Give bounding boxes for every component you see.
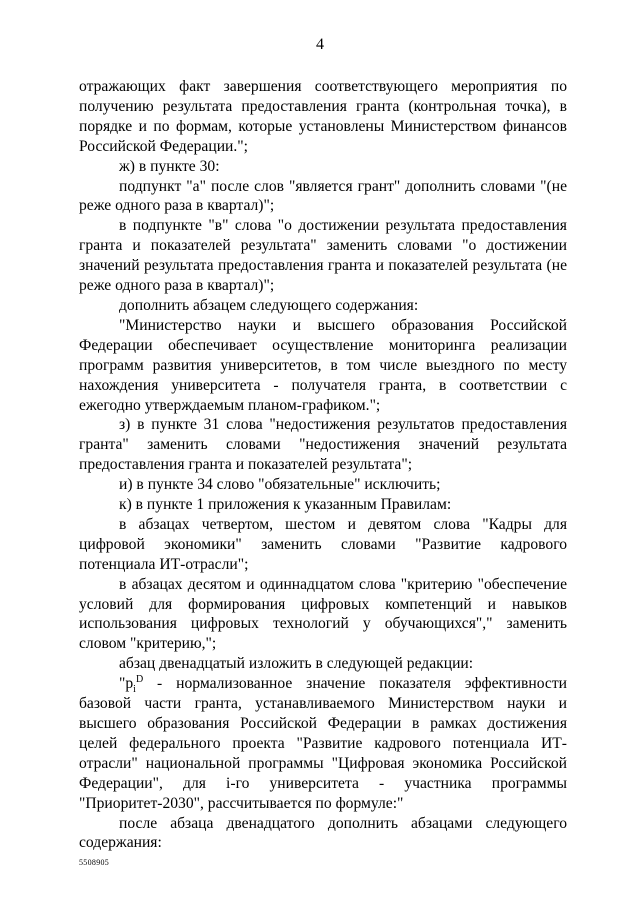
formula-symbol-subscript: i bbox=[133, 684, 136, 696]
paragraph-continuation: отражающих факт завершения соответствующего мероприятия по получению результата предоставления гранта (контрольная точка), в порядке и по формам, которые установлены Министерством финансов Российской Федерации."; bbox=[79, 78, 567, 155]
paragraph-abzac-12-heading: абзац двенадцатый изложить в следующей редакции: bbox=[119, 655, 474, 673]
formula-symbol-base: p bbox=[125, 675, 134, 693]
paragraph-item-k: к) в пункте 1 приложения к указанным Правилам: bbox=[119, 496, 452, 514]
formula-symbol bbox=[125, 674, 144, 696]
paragraph-abzac-4-6-9: в абзацах четвертом, шестом и девятом слова "Кадры для цифровой экономики" заменить словами "Развитие кадрового потенциала ИТ-отрасли"; bbox=[79, 515, 567, 573]
paragraph-item-i: и) в пункте 34 слово "обязательные" исключить; bbox=[119, 476, 441, 494]
paragraph-formula-definition bbox=[79, 674, 567, 813]
paragraph-item-z: з) в пункте 31 слова "недостижения результатов предоставления гранта" заменить словами "недостижения значений результата предоставления гранта и показателей результата"; bbox=[79, 416, 567, 474]
open-quote: " bbox=[119, 675, 126, 693]
paragraph-ministry-monitoring: "Министерство науки и высшего образования Российской Федерации обеспечивает осуществление мониторинга реализации программ развития университетов, в том числе выездного по месту нахождения университета - получателя гранта, в соответствии с ежегодно утверждаемым планом-графиком."; bbox=[79, 316, 567, 414]
footer-document-code: 5508905 bbox=[79, 858, 110, 867]
document-body bbox=[79, 77, 567, 853]
paragraph-subitem-a: подпункт "а" после слов "является грант" дополнить словами "(не реже одного раза в квартал)"; bbox=[79, 177, 567, 215]
paragraph-subitem-v: в подпункте "в" слова "о достижении результата предоставления гранта и показателей результата" заменить словами "о достижении значений результата предоставления гранта и показателей результата (не реже одного раза в квартал)"; bbox=[79, 217, 567, 295]
formula-symbol-superscript: D bbox=[135, 674, 144, 685]
formula-definition-text: - нормализованное значение показателя эффективности базовой части гранта, устанавливаемого Министерством науки и высшего образования Российской Федерации в рамках достижения целей федерального проекта "Развитие кадрового потенциала ИТ-отрасли" национальной программы "Цифровая экономика Российской Федерации", для i-го университета - участника программы "Приоритет-2030", рассчитывается по формуле:" bbox=[79, 675, 567, 812]
paragraph-item-zh: ж) в пункте 30: bbox=[119, 157, 220, 175]
paragraph-add-abzac: дополнить абзацем следующего содержания: bbox=[119, 296, 419, 314]
page-number: 4 bbox=[316, 36, 324, 53]
paragraph-final: после абзаца двенадцатого дополнить абзацами следующего содержания: bbox=[79, 814, 567, 852]
paragraph-abzac-10-11: в абзацах десятом и одиннадцатом слова "критерию "обеспечение условий для формирования цифровых компетенций и навыков использования цифровых технологий у обучающихся"," заменить словом "критерию,"; bbox=[79, 575, 567, 653]
